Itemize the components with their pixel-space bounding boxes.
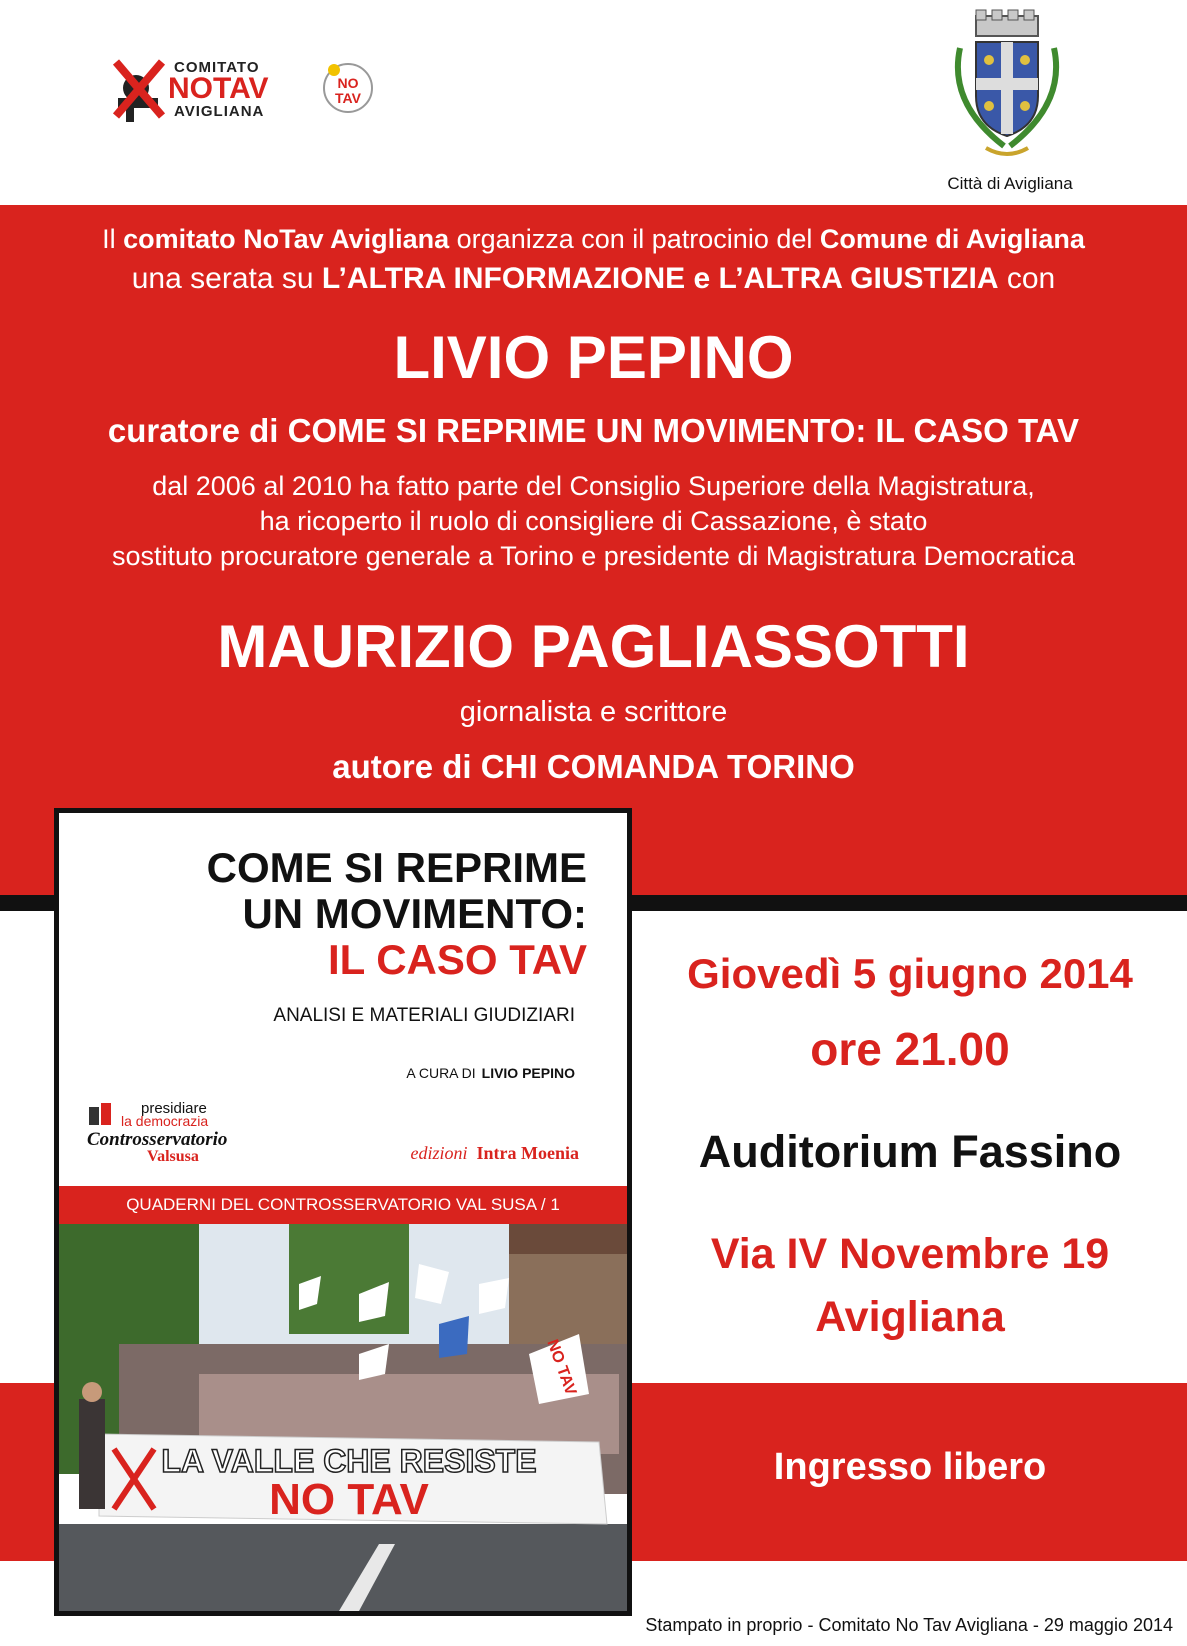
event-venue: Auditorium Fassino [698, 1126, 1122, 1177]
committee-logo-line1: COMITATO [174, 59, 260, 76]
book-title-line: COME SI REPRIME [206, 844, 587, 891]
book-cover [54, 808, 632, 1616]
speaker2-role: giornalista e scrittore [459, 696, 728, 728]
cover-flag-text: NO TAV [543, 1337, 580, 1398]
intro-line-2 [0, 262, 1187, 296]
cover-banner-line1: LA VALLE CHE RESISTE [161, 1443, 537, 1479]
city-coat-of-arms-icon [946, 8, 1068, 168]
committee-logo-line3: AVIGLIANA [174, 103, 265, 120]
committee-logo-line2: NOTAV [168, 72, 269, 105]
book-subtitle: ANALISI E MATERIALI GIUDIZIARI [273, 1005, 575, 1026]
speaker1-name: LIVIO PEPINO [393, 324, 794, 391]
committee-badge-line1: NO [337, 75, 359, 91]
presidiare-line2: la democrazia [121, 1113, 209, 1129]
event-date: Giovedì 5 giugno 2014 [687, 950, 1133, 997]
footer-note: Stampato in proprio - Comitato No Tav Avigliana - 29 maggio 2014 [645, 1615, 1173, 1635]
presidiare-line3: Controsservatorio [87, 1129, 228, 1150]
speaker2-book: autore di CHI COMANDA TORINO [332, 748, 855, 785]
event-time: ore 21.00 [810, 1023, 1010, 1075]
intro-comune: Comune di Avigliana [819, 224, 1085, 254]
intro-topic: L’ALTRA INFORMAZIONE e L’ALTRA GIUSTIZIA [321, 262, 999, 295]
presidiare-line1: presidiare [141, 1100, 207, 1117]
event-address-line2: Avigliana [815, 1293, 1005, 1341]
intro-text: organizza con il patrocinio del [449, 224, 820, 254]
committee-badge-line2: TAV [335, 90, 361, 106]
book-publisher [411, 1143, 580, 1164]
speaker1-bio-line: sostituto procuratore generale a Torino e presidente di Magistratura Democratica [111, 541, 1075, 571]
book-cover-photo [59, 1224, 627, 1611]
presidiare-logo [87, 1099, 257, 1169]
book-publisher-name: Intra Moenia [476, 1143, 579, 1163]
book-editor-name: LIVIO PEPINO [481, 1065, 575, 1081]
speaker1-bio-line: ha ricoperto il ruolo di consigliere di Cassazione, è stato [259, 506, 928, 536]
book-series-bar: QUADERNI DEL CONTROSSERVATORIO VAL SUSA / 1 [59, 1186, 627, 1224]
book-title-line: UN MOVIMENTO: [242, 890, 587, 937]
speaker2-name: MAURIZIO PAGLIASSOTTI [217, 613, 970, 680]
intro-committee: comitato NoTav Avigliana [123, 224, 450, 254]
speaker1-bio-line: dal 2006 al 2010 ha fatto parte del Consiglio Superiore della Magistratura, [152, 471, 1035, 501]
intro-line-1 [0, 224, 1187, 255]
event-entry: Ingresso libero [773, 1446, 1047, 1488]
book-title [207, 845, 587, 983]
speaker1-role: curatore di COME SI REPRIME UN MOVIMENTO: IL CASO TAV [107, 412, 1080, 449]
book-editor [406, 1065, 575, 1081]
intro-text: Il [102, 224, 124, 254]
event-address-line1: Via IV Novembre 19 [710, 1230, 1110, 1278]
cover-banner-line2: NO TAV [269, 1475, 429, 1524]
intro-text: una serata su [131, 262, 322, 295]
speaker1-bio [0, 469, 1187, 574]
presidiare-line4: Valsusa [147, 1148, 199, 1165]
city-label: Città di Avigliana [947, 174, 1073, 193]
book-publisher-label: edizioni [410, 1143, 468, 1163]
committee-logo [112, 58, 380, 128]
intro-text: con [998, 262, 1056, 295]
book-title-line: IL CASO TAV [327, 936, 587, 983]
book-editor-label: A CURA DI [406, 1065, 476, 1081]
